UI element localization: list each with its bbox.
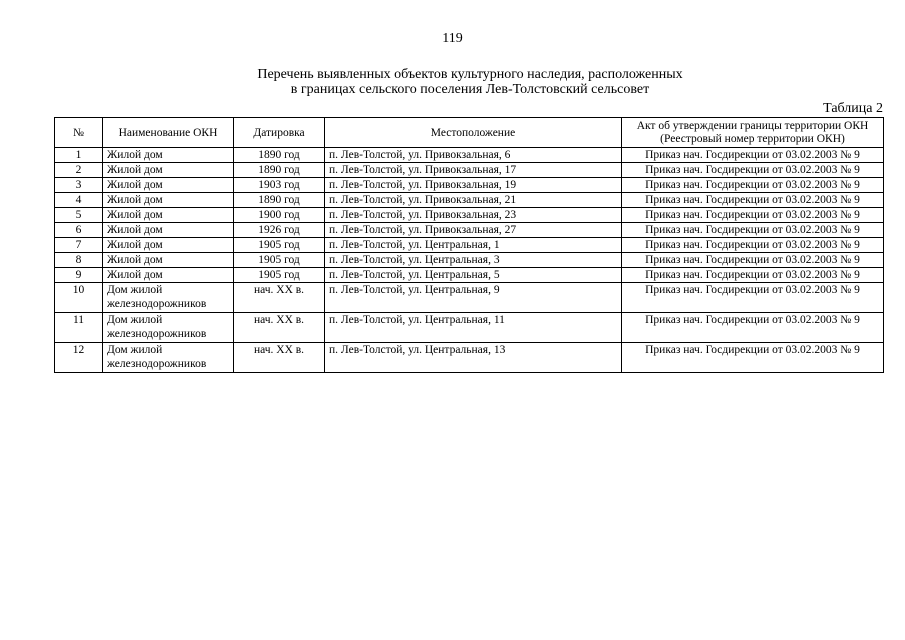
cell-act: Приказ нач. Госдирекции от 03.02.2003 № 9 (622, 343, 884, 373)
table-row (55, 313, 884, 343)
header-num: № (55, 118, 103, 148)
cell-act: Приказ нач. Госдирекции от 03.02.2003 № 9 (622, 223, 884, 238)
table-body (55, 148, 884, 373)
header-act: Акт об утверждении границы территории ОКН (Реестровый номер территории ОКН) (622, 118, 884, 148)
page-number: 119 (442, 31, 463, 46)
table-row (55, 223, 884, 238)
header-date: Датировка (234, 118, 325, 148)
heritage-objects-table (54, 117, 884, 373)
cell-location: п. Лев-Толстой, ул. Привокзальная, 6 (325, 148, 622, 163)
cell-act: Приказ нач. Госдирекции от 03.02.2003 № 9 (622, 193, 884, 208)
table-row (55, 208, 884, 223)
table-row (55, 283, 884, 313)
cell-location: п. Лев-Толстой, ул. Привокзальная, 23 (325, 208, 622, 223)
cell-num: 8 (55, 253, 103, 268)
cell-name: Жилой дом (103, 223, 234, 238)
cell-date: 1905 год (234, 268, 325, 283)
cell-num: 4 (55, 193, 103, 208)
cell-num: 5 (55, 208, 103, 223)
cell-location: п. Лев-Толстой, ул. Центральная, 5 (325, 268, 622, 283)
cell-date: 1903 год (234, 178, 325, 193)
cell-num: 7 (55, 238, 103, 253)
cell-date: 1900 год (234, 208, 325, 223)
cell-location: п. Лев-Толстой, ул. Привокзальная, 19 (325, 178, 622, 193)
table-row (55, 163, 884, 178)
cell-num: 9 (55, 268, 103, 283)
table-row (55, 253, 884, 268)
cell-date: 1926 год (234, 223, 325, 238)
table-row (55, 148, 884, 163)
cell-name: Жилой дом (103, 253, 234, 268)
cell-date: нач. XX в. (234, 313, 325, 343)
cell-act: Приказ нач. Госдирекции от 03.02.2003 № 9 (622, 178, 884, 193)
cell-num: 6 (55, 223, 103, 238)
cell-date: 1905 год (234, 253, 325, 268)
cell-location: п. Лев-Толстой, ул. Привокзальная, 17 (325, 163, 622, 178)
table-row (55, 193, 884, 208)
cell-name: Жилой дом (103, 178, 234, 193)
cell-date: нач. XX в. (234, 343, 325, 373)
cell-date: нач. XX в. (234, 283, 325, 313)
cell-location: п. Лев-Толстой, ул. Привокзальная, 27 (325, 223, 622, 238)
table-row (55, 343, 884, 373)
cell-num: 3 (55, 178, 103, 193)
cell-name: Жилой дом (103, 193, 234, 208)
cell-name: Жилой дом (103, 163, 234, 178)
header-location: Местоположение (325, 118, 622, 148)
cell-location: п. Лев-Толстой, ул. Центральная, 1 (325, 238, 622, 253)
table-row (55, 238, 884, 253)
cell-num: 1 (55, 148, 103, 163)
cell-location: п. Лев-Толстой, ул. Центральная, 9 (325, 283, 622, 313)
document-title (0, 67, 905, 97)
cell-date: 1890 год (234, 163, 325, 178)
cell-num: 10 (55, 283, 103, 313)
cell-act: Приказ нач. Госдирекции от 03.02.2003 № 9 (622, 313, 884, 343)
cell-act: Приказ нач. Госдирекции от 03.02.2003 № 9 (622, 238, 884, 253)
cell-name: Жилой дом (103, 208, 234, 223)
table-row (55, 268, 884, 283)
table-caption: Таблица 2 (823, 101, 883, 116)
cell-num: 12 (55, 343, 103, 373)
cell-location: п. Лев-Толстой, ул. Центральная, 11 (325, 313, 622, 343)
cell-act: Приказ нач. Госдирекции от 03.02.2003 № 9 (622, 208, 884, 223)
cell-name: Дом жилой железнодорожников (103, 313, 234, 343)
cell-act: Приказ нач. Госдирекции от 03.02.2003 № 9 (622, 148, 884, 163)
document-title-line-1: Перечень выявленных объектов культурного наследия, расположенных (257, 67, 683, 82)
cell-name: Дом жилой железнодорожников (103, 343, 234, 373)
cell-name: Дом жилой железнодорожников (103, 283, 234, 313)
cell-date: 1905 год (234, 238, 325, 253)
cell-name: Жилой дом (103, 148, 234, 163)
cell-act: Приказ нач. Госдирекции от 03.02.2003 № 9 (622, 283, 884, 313)
cell-location: п. Лев-Толстой, ул. Центральная, 3 (325, 253, 622, 268)
cell-act: Приказ нач. Госдирекции от 03.02.2003 № 9 (622, 163, 884, 178)
cell-location: п. Лев-Толстой, ул. Привокзальная, 21 (325, 193, 622, 208)
cell-act: Приказ нач. Госдирекции от 03.02.2003 № 9 (622, 253, 884, 268)
cell-location: п. Лев-Толстой, ул. Центральная, 13 (325, 343, 622, 373)
document-title-line-2: в границах сельского поселения Лев-Толстовский сельсовет (290, 82, 650, 97)
cell-num: 2 (55, 163, 103, 178)
cell-act: Приказ нач. Госдирекции от 03.02.2003 № 9 (622, 268, 884, 283)
cell-name: Жилой дом (103, 238, 234, 253)
cell-num: 11 (55, 313, 103, 343)
cell-name: Жилой дом (103, 268, 234, 283)
header-name: Наименование ОКН (103, 118, 234, 148)
cell-date: 1890 год (234, 148, 325, 163)
table-header-row (55, 118, 884, 148)
table-row (55, 178, 884, 193)
cell-date: 1890 год (234, 193, 325, 208)
